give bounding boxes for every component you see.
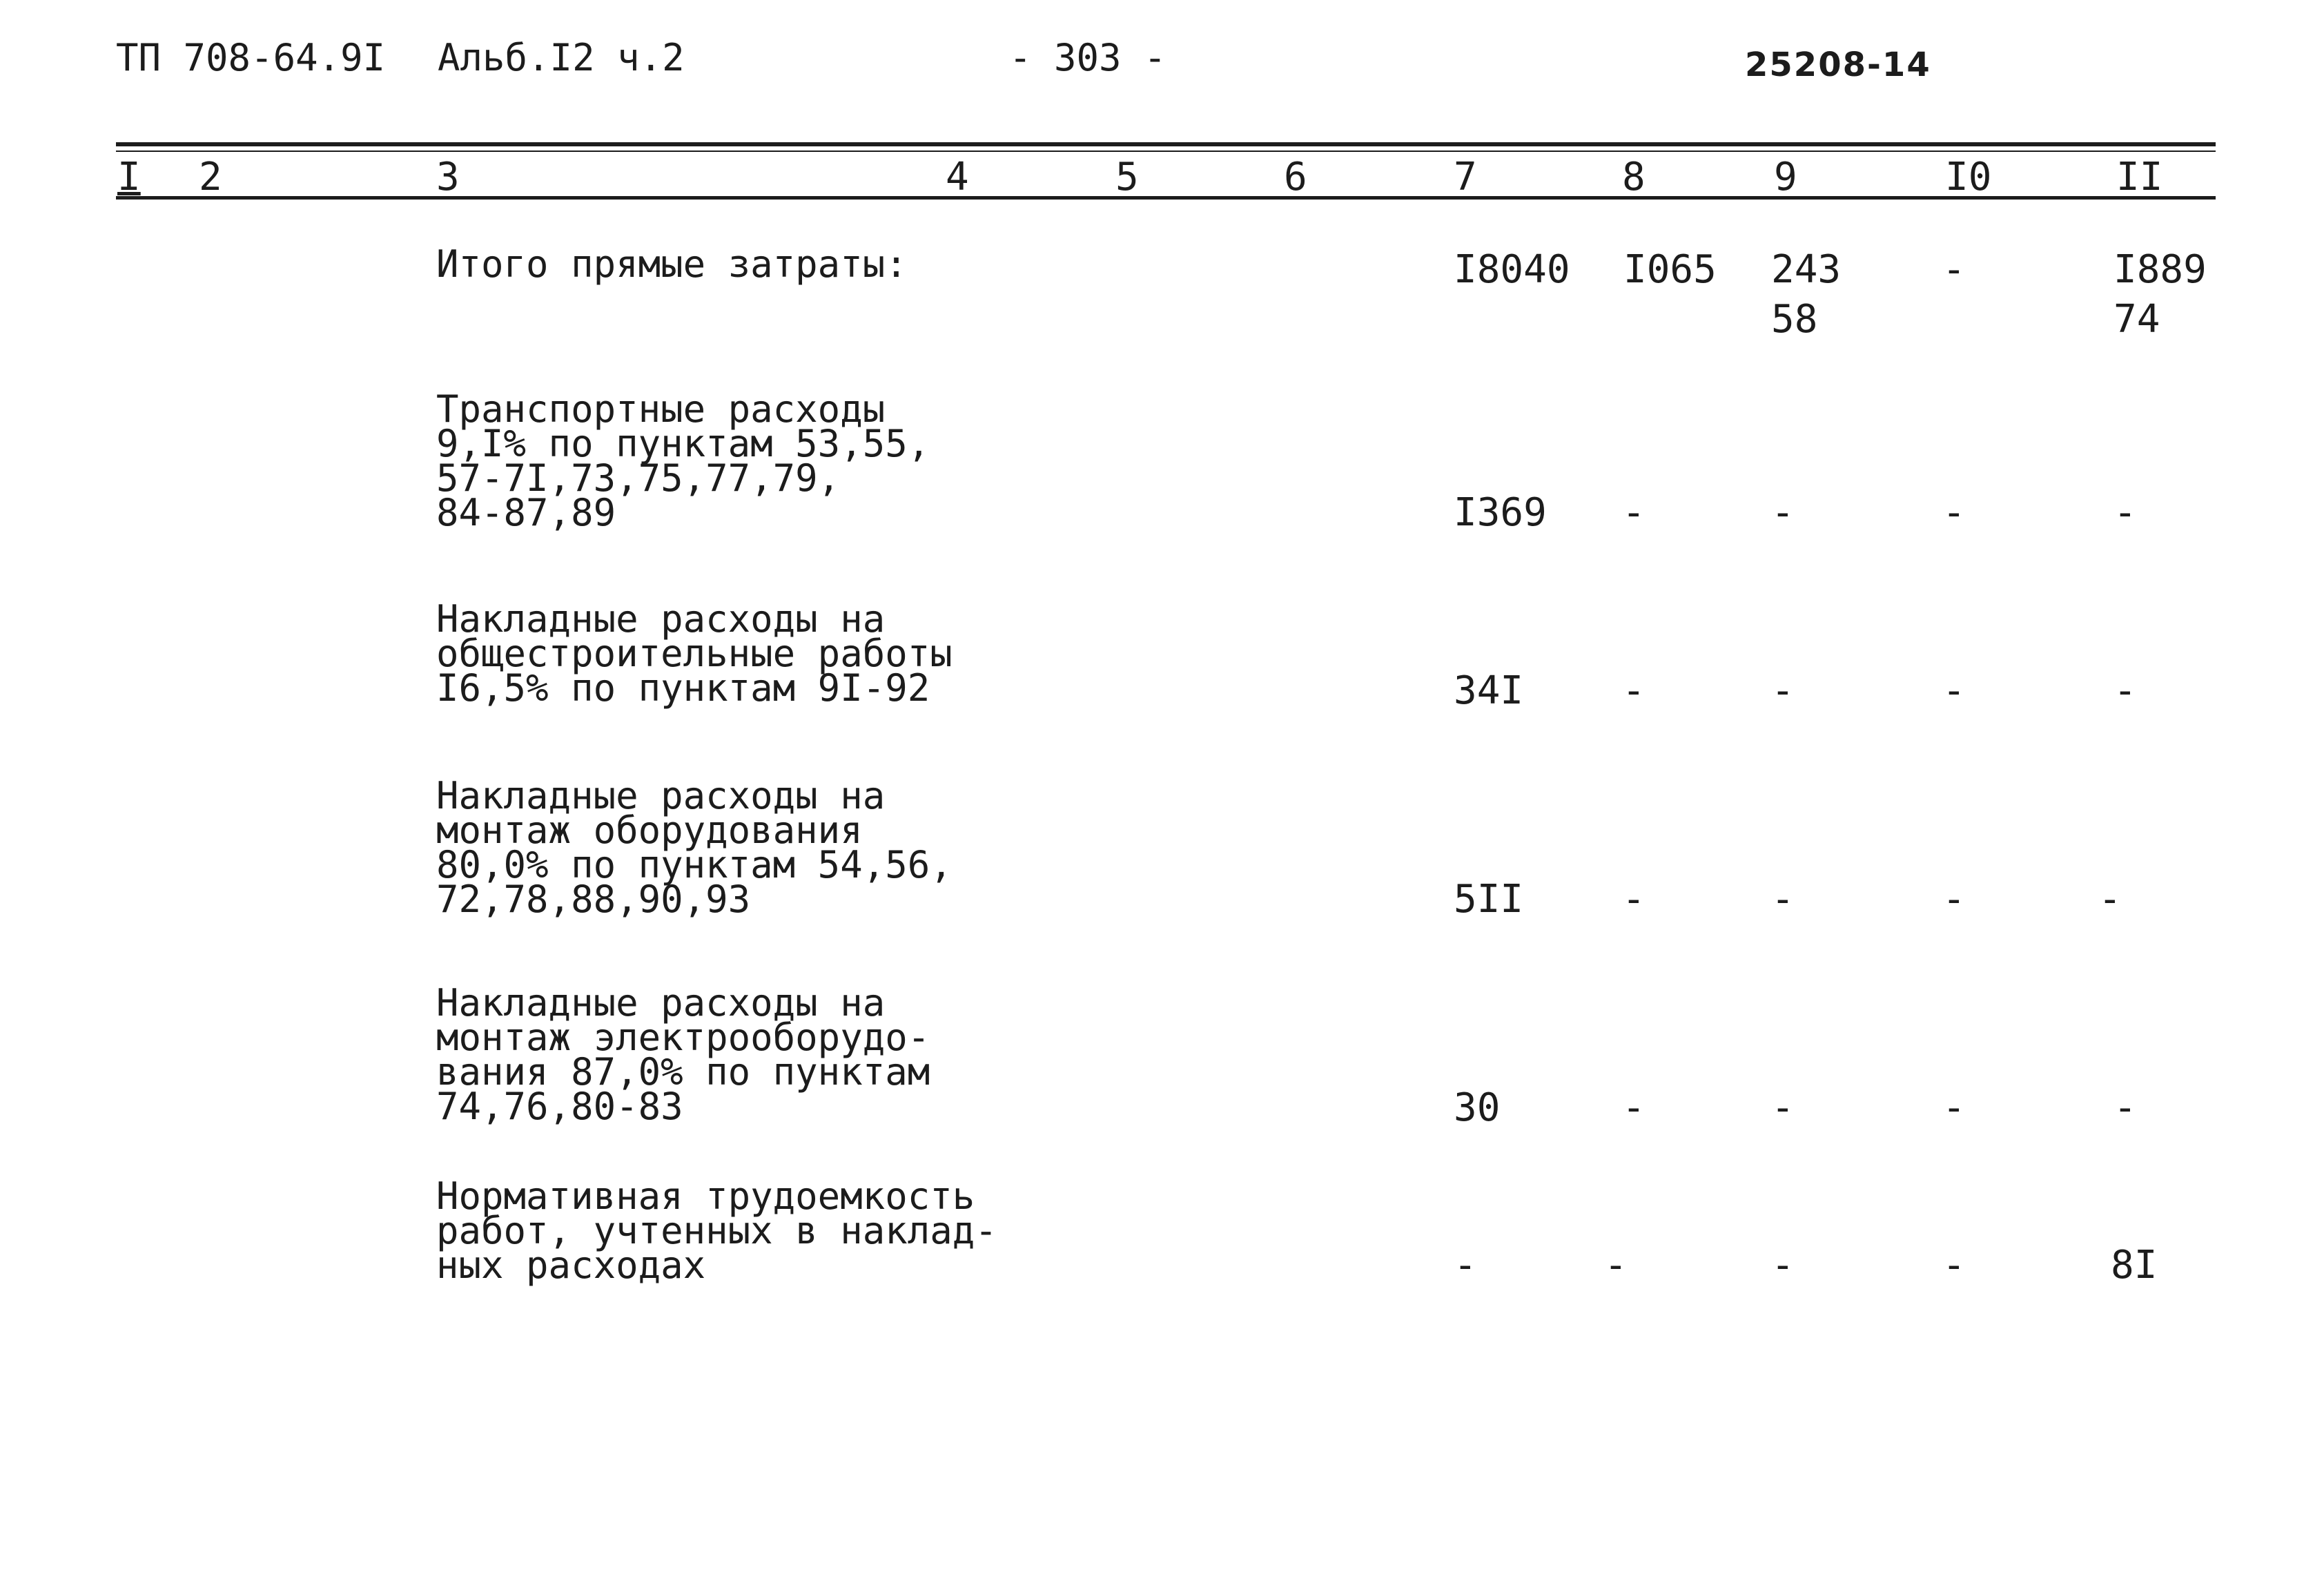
table-top-rule-thin	[116, 151, 2216, 152]
row-value-col11: -	[2113, 668, 2137, 713]
table-header-bottom-rule	[116, 196, 2216, 200]
column-number-8: 8	[1622, 155, 1646, 200]
row-value-col7: -	[1454, 1243, 1477, 1288]
row-value-col9: -	[1771, 490, 1795, 535]
row-value-col8: -	[1622, 668, 1646, 713]
row-description: Транспортные расходы 9,I% по пунктам 53,55, 57-7I,73,75,77,79, 84-87,89	[436, 387, 930, 534]
album-reference: Альб.I2 ч.2	[438, 36, 685, 79]
row-value-col8: -	[1604, 1243, 1628, 1288]
row-value-col9-cents: 58	[1771, 297, 1818, 342]
page-number: - 303 -	[1009, 36, 1166, 79]
row-value-col10: -	[1942, 877, 1966, 922]
row-value-col8: -	[1622, 490, 1646, 535]
row-value-col8: I065	[1623, 247, 1717, 292]
row-value-col10: -	[1942, 668, 1966, 713]
row-value-col10: -	[1942, 247, 1966, 292]
column-number-6: 6	[1284, 155, 1307, 200]
column-number-2: 2	[199, 155, 222, 200]
row-value-col11: -	[2113, 1085, 2137, 1130]
column-number-11: II	[2116, 155, 2163, 200]
column-number-4: 4	[946, 155, 969, 200]
row-value-col11: I889	[2113, 247, 2207, 292]
column-number-3: 3	[436, 155, 460, 200]
row-value-col7: 30	[1454, 1085, 1501, 1130]
column-number-10: I0	[1945, 155, 1992, 200]
row-value-col11-cents: 74	[2113, 297, 2160, 342]
column-number-9: 9	[1774, 155, 1797, 200]
document-code: ТП 708-64.9I	[116, 36, 386, 79]
table-top-rule	[116, 142, 2216, 146]
row-value-col7: 34I	[1454, 668, 1524, 713]
row-description: Нормативная трудоемкость работ, учтенных в наклад- ных расходах	[436, 1174, 997, 1287]
row-value-col10: -	[1942, 490, 1966, 535]
row-description: Накладные расходы на монтаж оборудования 80,0% по пунктам 54,56, 72,78,88,90,93	[436, 774, 953, 921]
row-value-col7: I369	[1454, 490, 1547, 535]
row-description: Накладные расходы на монтаж электрооборудо- вания 87,0% по пунктам 74,76,80-83	[436, 981, 930, 1128]
row-value-col7: 5II	[1454, 877, 1524, 922]
row-value-col11: 8I	[2111, 1243, 2158, 1288]
row-value-col11: -	[2098, 877, 2122, 922]
row-value-col8: -	[1622, 1085, 1646, 1130]
row-value-col10: -	[1942, 1243, 1966, 1288]
row-value-col8: -	[1622, 877, 1646, 922]
row-value-col9: -	[1771, 877, 1795, 922]
row-value-col9: -	[1771, 1085, 1795, 1130]
column-number-1: I	[117, 155, 141, 200]
row-value-col11: -	[2113, 490, 2137, 535]
row-value-col9: -	[1771, 668, 1795, 713]
column-number-7: 7	[1454, 155, 1477, 200]
row-value-col9: -	[1771, 1243, 1795, 1288]
row-description: Итого прямые затраты:	[436, 242, 908, 286]
row-value-col10: -	[1942, 1085, 1966, 1130]
column-number-5: 5	[1115, 155, 1139, 200]
row-description: Накладные расходы на общестроительные работы I6,5% по пунктам 9I-92	[436, 597, 953, 710]
row-value-col7: I8040	[1454, 247, 1570, 292]
archive-stamp: 25208-14	[1745, 46, 1931, 84]
row-value-col9: 243	[1771, 247, 1842, 292]
